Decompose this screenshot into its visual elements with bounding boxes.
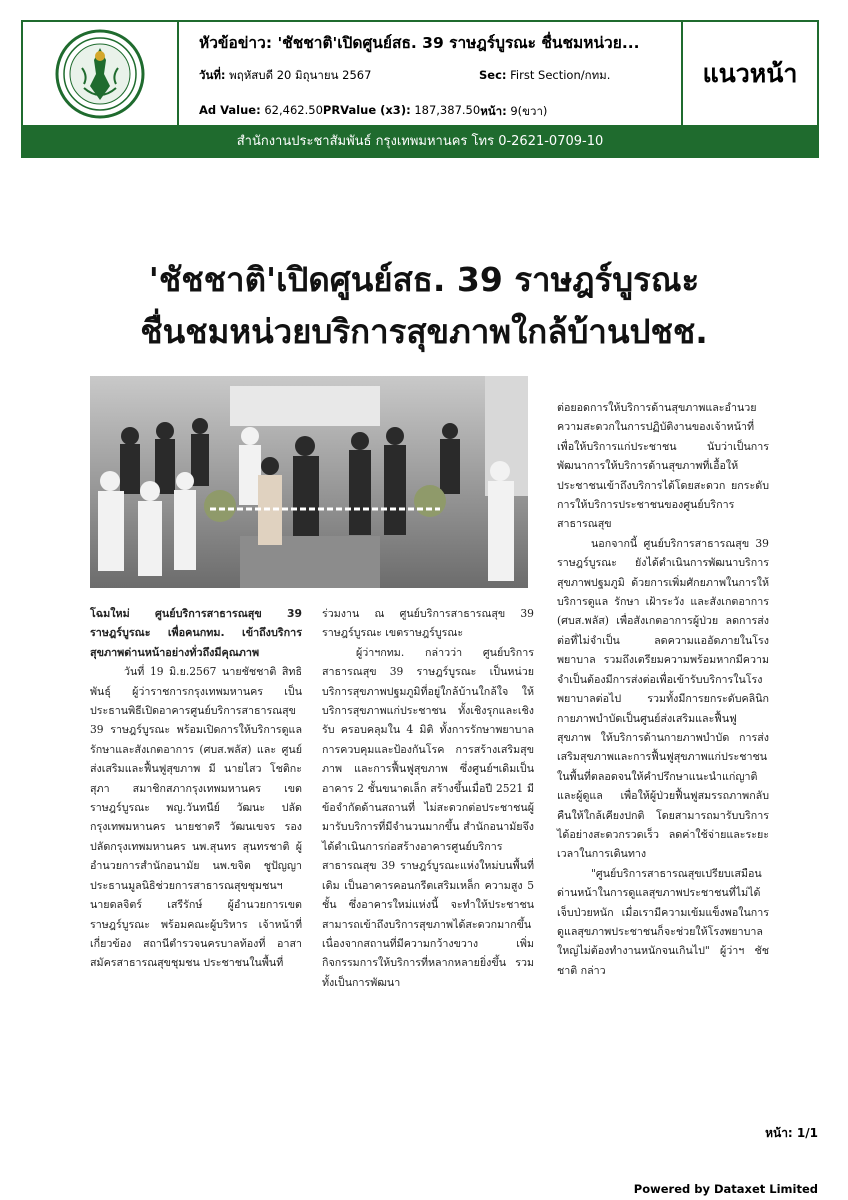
- article-col3-p1: ต่อยอดการให้บริการด้านสุขภาพและอำนวยความสะดวกในการปฏิบัติงานของเจ้าหน้าที่เพื่อให้บริการแก่ประชาชน นับว่าเป็นการพัฒนาการให้บริการด้านสุขภาพที่เอื้อให้ประชาชนเข้าถึงบริการได้โดยสะดวก ยกระดับการให้บริการประชาชนของศูนย์บริการสาธารณสุข: [557, 401, 769, 531]
- clipping-header: [21, 20, 819, 158]
- office-contact-bar: [23, 125, 817, 156]
- newspaper-name-cell: [683, 22, 817, 125]
- meta-headline-row: [199, 30, 671, 55]
- date-label: วันที่:: [199, 68, 226, 82]
- sec-value: First Section/กทม.: [510, 68, 611, 82]
- article-lead: โฉมใหม่ ศูนย์บริการสาธารณสุข 39 ราษฎร์บูรณะ เพื่อคนกทม. เข้าถึงบริการสุขภาพด่านหน้าอย่างทั่วถึงมีคุณภาพ: [90, 607, 302, 659]
- article-photo: [90, 376, 528, 588]
- article-col3-p3: "ศูนย์บริการสาธารณสุขเปรียบเสมือนด่านหน้าในการดูแลสุขภาพประชาชนที่ไม่ได้เจ็บป่วยหนัก เมื่อเรามีความเข้มแข็งพอในการดูแลสุขภาพประชาชนก็จะช่วยให้โรงพยาบาลใหญ่ไม่ต้องทำงานหนักจนเกินไป" ผู้ว่าฯ ชัชชาติ กล่าว: [557, 866, 769, 977]
- pr-value: 187,387.50: [414, 103, 481, 117]
- article-col2-p1: ร่วมงาน ณ ศูนย์บริการสาธารณสุข 39 ราษฎร์บูรณะ เขตราษฎร์บูรณะ: [322, 607, 534, 640]
- headline-label: หัวข้อข่าว:: [199, 34, 273, 52]
- article-col2-p2: ผู้ว่าฯกทม. กล่าวว่า ศูนย์บริการสาธารณสุข 39 ราษฎร์บูรณะ เป็นหน่วยบริการสุขภาพปฐมภูมิที่อยู่ใกล้บ้านใกล้ใจ ให้บริการสุขภาพแก่ประชาชน ทั้งเชิงรุกและเชิงรับ ครอบคลุมใน 4 มิติ ทั้งการรักษาพยาบาล การควบคุมและป้องกันโรค การสร้างเสริมสุขภาพ และการฟื้นฟูสุขภาพ ซึ่งศูนย์ฯเดิมเป็นอาคาร 2 ชั้นขนาดเล็ก สร้างขึ้นเมื่อปี 2521 มีข้อจำกัดด้านสถานที่ ไม่สะดวกต่อประชาชนผู้มารับบริการที่มีจำนวนมากขึ้น สำนักอนามัยจึงได้ดำเนินการก่อสร้างอาคารศูนย์บริการสาธารณสุข 39 ราษฎร์บูรณะแห่งใหม่บนพื้นที่เดิม เป็นอาคารคอนกรีตเสริมเหล็ก ความสูง 5 ชั้น ซึ่งอาคารใหม่แห่งนี้ จะทำให้ประชาชนสามารถเข้าถึงบริการสุขภาพได้สะดวกมากขึ้น เนื่องจากสถานที่มีความกว้างขวาง เพิ่มกิจกรรมการให้บริการที่หลากหลายยิ่งขึ้น รวมทั้งเป็นการพัฒนา: [322, 645, 534, 989]
- ad-value: 62,462.50: [264, 103, 323, 117]
- date-value: พฤหัสบดี 20 มิถุนายน 2567: [229, 68, 372, 82]
- article-col3-p2: นอกจากนี้ ศูนย์บริการสาธารณสุข 39 ราษฎร์บูรณะ ยังได้ดำเนินการพัฒนาบริการสุขภาพปฐมภูมิ ด้วยการเพิ่มศักยภาพในการให้บริการดูแล รักษา เฝ้าระวัง และสังเกตอาการ (ศบส.พลัส) เพื่อสังเกตอาการผู้ป่วย ลดการส่งต่อที่ไม่จำเป็น ลดความแออัดภายในโรงพยาบาล รวมถึงเตรียมความพร้อมหากมีความจำเป็นต้องมีการส่งต่อเพื่อเข้ารับบริการในโรงพยาบาลต่อไป รวมทั้งมีการยกระดับคลินิกกายภาพบำบัดเป็นศูนย์ส่งเสริมและฟื้นฟูสุขภาพ ให้บริการด้านกายภาพบำบัด การส่งเสริมสุขภาพและการฟื้นฟูสุขภาพแก่ประชาชนในพื้นที่ตลอดจนให้คำปรึกษาแนะนำแก่ญาติและผู้ดูแล เพื่อให้ผู้ป่วยฟื้นฟูสมรรถภาพกลับคืนให้ใกล้เคียงปกติ โดยสามารถมารับบริการได้อย่างสะดวกรวดเร็ว ลดค่าใช้จ่ายและระยะเวลาในการเดินทาง: [557, 536, 769, 861]
- bma-seal-icon: [54, 28, 146, 120]
- ribbon-cutting-photo: [90, 376, 528, 588]
- bma-logo-cell: [23, 22, 179, 125]
- clipping-meta: [179, 22, 683, 125]
- article-column-3: [557, 398, 769, 980]
- article-column-2: [322, 604, 534, 992]
- powered-by: Powered by Dataxet Limited: [633, 1182, 818, 1196]
- headline-text: 'ชัชชาติ'เปิดศูนย์สธ. 39 ราษฎร์บูรณะ ชื่นชมหน่วย...: [277, 34, 640, 52]
- article-title-line2: ชื่นชมหน่วยบริการสุขภาพใกล้บ้านปชช.: [140, 312, 708, 351]
- page-label: หน้า:: [480, 104, 507, 118]
- office-contact-text: สำนักงานประชาสัมพันธ์ กรุงเทพมหานคร โทร 0-2621-0709-10: [236, 134, 604, 149]
- meta-value-row: [199, 103, 671, 121]
- ad-value-label: Ad Value:: [199, 103, 261, 117]
- article-column-1: [90, 604, 302, 973]
- article-col1-body: วันที่ 19 มิ.ย.2567 นายชัชชาติ สิทธิพันธุ์ ผู้ว่าราชการกรุงเทพมหานคร เป็นประธานพิธีเปิดอาคารศูนย์บริการสาธารณสุข 39 ราษฎร์บูรณะ พร้อมเปิดการให้บริการดูแล รักษาและสังเกตอาการ (ศบส.พลัส) และ ศูนย์ส่งเสริมและฟื้นฟูสุขภาพ มี นายไสว โชติกะสุภา สมาชิกสภากรุงเทพมหานคร เขตราษฎร์บูรณะ พญ.วันทนีย์ วัฒนะ ปลัดกรุงเทพมหานคร นายชาตรี วัฒนเขจร รองปลัดกรุงเทพมหานคร นพ.สุนทร สุนทรชาติ ผู้อำนวยการสำนักอนามัย นพ.ขจิต ชูปัญญา ประธานมูลนิธิช่วยการสาธารณสุขชุมชนฯ นายดลจิตร์ เสรีรักษ์ ผู้อำนวยการเขตราษฎร์บูรณะ พร้อมคณะผู้บริหาร เจ้าหน้าที่เกี่ยวข้อง สถานีตำรวจนครบาลท้องที่ อาสาสมัครสาธารณสุขชุมชน ประชาชนในพื้นที่: [90, 665, 302, 970]
- pr-value-label: PRValue (x3):: [322, 103, 411, 117]
- page-indicator: หน้า: 1/1: [765, 1126, 818, 1140]
- meta-date-row: [199, 67, 671, 85]
- newspaper-name: แนวหน้า: [702, 58, 798, 88]
- article-title-line1: 'ชัชชาติ'เปิดศูนย์สธ. 39 ราษฎร์บูรณะ: [148, 260, 700, 299]
- sec-label: Sec:: [479, 68, 507, 82]
- page-value: 9(ขวา): [510, 104, 548, 118]
